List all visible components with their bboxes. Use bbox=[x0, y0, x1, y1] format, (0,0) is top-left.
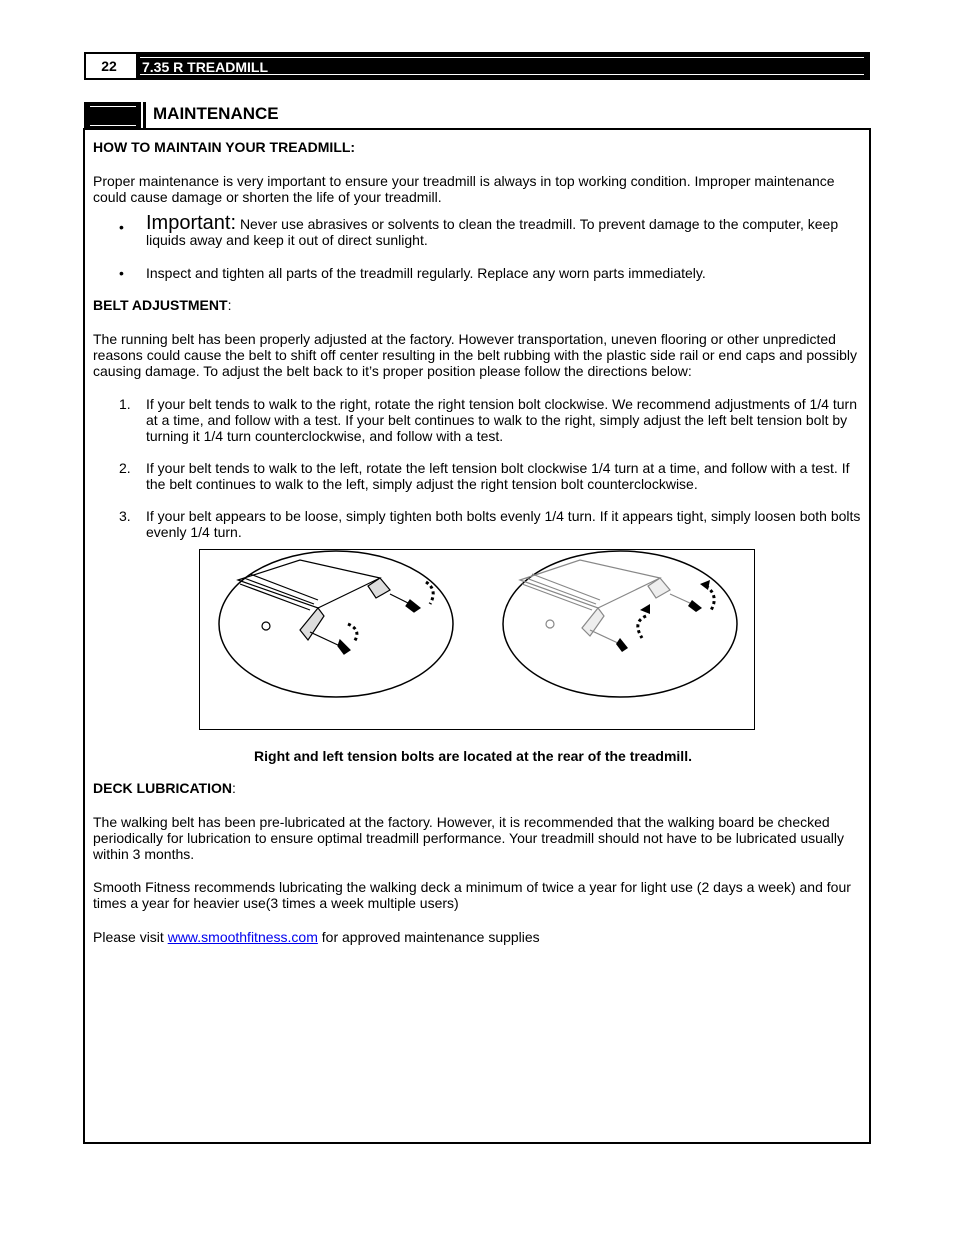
how-to-intro: Proper maintenance is very important to ensure your treadmill is always in top working condition. Improper maintenance could cause damage or shorten the life of your treadmill. bbox=[93, 173, 835, 205]
how-to-heading: HOW TO MAINTAIN YOUR TREADMILL: bbox=[93, 139, 356, 155]
treadmill-rear-illustration bbox=[200, 550, 756, 731]
content-body bbox=[93, 138, 861, 945]
document-title: 7.35 R TREADMILL bbox=[142, 59, 269, 75]
deck-para-1: The walking belt has been pre-lubricated at the factory. However, it is recommended that the walking board be checked periodically for lubrication to ensure optimal treadmill performance. Your treadmill should not have to be lubricated usually within 3 months. bbox=[93, 814, 844, 862]
belt-adjustment-heading: BELT ADJUSTMENT: bbox=[93, 297, 232, 313]
figure-caption: Right and left tension bolts are located at the rear of the treadmill. bbox=[254, 748, 692, 764]
header-bar bbox=[136, 54, 868, 78]
important-text: Never use abrasives or solvents to clean the treadmill. To prevent damage to the computer, keep liquids away and keep it out of direct sunlight. bbox=[146, 216, 839, 248]
page-header bbox=[84, 52, 870, 80]
bullet-icon: • bbox=[119, 219, 124, 235]
section-title: MAINTENANCE bbox=[153, 104, 279, 123]
step-item: 3. If your belt appears to be loose, simply tighten both bolts evenly 1/4 turn. If it appears tight, simply loosen both bolts evenly 1/4 turn. bbox=[119, 508, 861, 540]
deck-para-2: Smooth Fitness recommends lubricating the walking deck a minimum of twice a year for light use (2 days a week) and four times a year for heavier use(3 times a week multiple users) bbox=[93, 879, 851, 911]
section-marker bbox=[84, 102, 146, 128]
visit-line: Please visit www.smoothfitness.com for approved maintenance supplies bbox=[93, 929, 540, 945]
step-item: 1. If your belt tends to walk to the right, rotate the right tension bolt clockwise. We recommend adjustments of 1/4 turn at a time, and follow with a test. If your belt continues to walk to the right, simply adjust the left belt tension bolt by turning it 1/4 turn counterclockwise, and follow with a test. bbox=[119, 396, 857, 444]
bullet-icon: • bbox=[119, 265, 124, 281]
step-item: 2. If your belt tends to walk to the left, rotate the left tension bolt clockwise 1/4 turn at a time, and follow with a test. If the belt continues to walk to the left, simply adjust the right tension bolt counterclockwise. bbox=[119, 460, 850, 492]
page-number: 22 bbox=[101, 58, 117, 74]
smoothfitness-link[interactable]: www.smoothfitness.com bbox=[167, 929, 318, 945]
content-frame bbox=[83, 128, 871, 1144]
belt-intro: The running belt has been properly adjusted at the factory. However transportation, uneven flooring or other unpredicted reasons could cause the belt to shift off center resulting in the belt rubbing with the plastic side rail or end caps and possibly causing damage. To adjust the belt back to it’s proper position please follow the directions below: bbox=[93, 331, 857, 379]
important-label: Important: bbox=[146, 212, 237, 234]
inspect-text: Inspect and tighten all parts of the treadmill regularly. Replace any worn parts immediately. bbox=[146, 265, 706, 281]
deck-lubrication-heading: DECK LUBRICATION: bbox=[93, 780, 236, 796]
inspect-bullet bbox=[93, 265, 861, 281]
tension-bolt-figure bbox=[199, 549, 755, 730]
important-bullet bbox=[93, 212, 861, 248]
